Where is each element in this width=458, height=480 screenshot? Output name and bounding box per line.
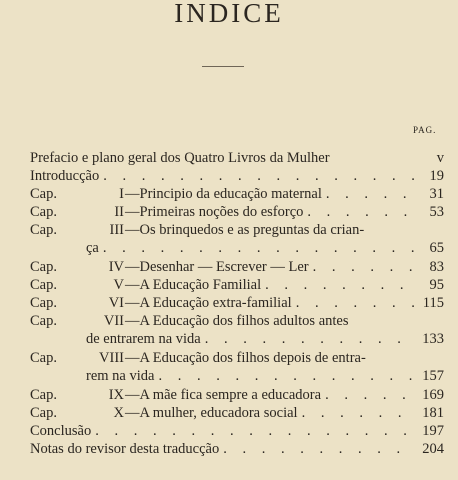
toc-entry: [30, 149, 444, 167]
entry-title: Prefacio e plano geral dos Quatro Livros da Mulher: [30, 150, 330, 166]
entry-title: Notas do revisor desta traducção: [30, 441, 220, 457]
entry-page: 197: [422, 423, 444, 439]
entry-page: 95: [429, 277, 444, 293]
entry-title: A Educação Familial: [139, 277, 262, 293]
toc-entry: [30, 312, 444, 330]
chapter-label: Cap.: [30, 277, 57, 293]
entry-title: Principio da educação maternal: [139, 186, 322, 202]
chapter-numeral: VI: [108, 295, 124, 311]
dot-leader: [261, 276, 414, 294]
chapter-dash: —: [125, 222, 140, 238]
entry-title-continuation: rem na vida: [86, 368, 155, 384]
dot-leader: [321, 386, 414, 404]
chapter-label: Cap.: [30, 186, 57, 202]
toc-entry: [30, 276, 444, 294]
chapter-numeral: III: [109, 222, 124, 238]
dot-leader: [91, 422, 414, 440]
chapter-dash: —: [125, 259, 140, 275]
dot-leader: [99, 239, 414, 257]
entry-title-continuation: de entrarem na vida: [86, 331, 201, 347]
chapter-numeral: IV: [108, 259, 124, 275]
chapter-label: Cap.: [30, 295, 57, 311]
chapter-dash: —: [125, 277, 140, 293]
entry-page: 181: [422, 405, 444, 421]
dot-leader: [298, 404, 414, 422]
toc-entry: [30, 203, 444, 221]
page-column-label: PAG.: [413, 125, 437, 135]
chapter-numeral: II: [114, 204, 124, 220]
toc-entry: [30, 185, 444, 203]
entry-page: 83: [429, 259, 444, 275]
chapter-dash: —: [125, 405, 140, 421]
chapter-dash: —: [125, 387, 140, 403]
chapter-dash: —: [125, 204, 140, 220]
chapter-label: Cap.: [30, 222, 57, 238]
entry-title: Conclusão: [30, 423, 92, 439]
toc-entry: [30, 294, 444, 312]
entry-title: Desenhar — Escrever — Ler: [139, 259, 309, 275]
chapter-label: Cap.: [30, 259, 57, 275]
entry-page: 133: [422, 331, 444, 347]
entry-title: Os brinquedos e as preguntas da crian-: [139, 222, 365, 238]
toc-entry: [30, 167, 444, 185]
entry-page: 204: [422, 441, 444, 457]
chapter-dash: —: [125, 313, 140, 329]
chapter-label: Cap.: [30, 405, 57, 421]
chapter-numeral: IX: [108, 387, 124, 403]
entry-page: 31: [429, 186, 444, 202]
entry-title: Primeiras noções do esforço: [139, 204, 304, 220]
entry-title: A Educação dos filhos depois de entra-: [139, 350, 366, 366]
toc-entry-continuation: [30, 330, 444, 349]
toc-entry: [30, 440, 444, 458]
entry-title-continuation: ça: [86, 240, 99, 256]
page-title: INDICE: [174, 0, 284, 28]
entry-page: 65: [429, 240, 444, 256]
chapter-numeral: X: [113, 405, 124, 421]
entry-title: A mulher, educadora social: [139, 405, 298, 421]
entry-page: 157: [422, 368, 444, 384]
title-divider: [202, 66, 244, 67]
entry-page: 53: [429, 204, 444, 220]
dot-leader: [99, 167, 414, 185]
dot-leader: [219, 440, 414, 458]
entry-page: 169: [422, 387, 444, 403]
entry-title: Introducção: [30, 168, 100, 184]
chapter-numeral: I: [119, 186, 124, 202]
chapter-dash: —: [125, 186, 140, 202]
dot-leader: [154, 367, 414, 385]
chapter-label: Cap.: [30, 387, 57, 403]
toc-entry-continuation: [30, 367, 444, 386]
toc-entry: [30, 221, 444, 239]
toc-entry-continuation: [30, 239, 444, 258]
chapter-label: Cap.: [30, 313, 57, 329]
dot-leader: [201, 330, 414, 348]
chapter-numeral: VIII: [99, 350, 124, 366]
dot-leader: [303, 203, 414, 221]
dot-leader: [309, 258, 414, 276]
chapter-label: Cap.: [30, 350, 57, 366]
chapter-numeral: V: [113, 277, 124, 293]
entry-title: A Educação extra-familial: [139, 295, 292, 311]
chapter-dash: —: [125, 295, 140, 311]
entry-title: A mãe fica sempre a educadora: [139, 387, 322, 403]
entry-page: 19: [429, 168, 444, 184]
entry-page: v: [436, 150, 444, 166]
entry-page: 115: [422, 295, 444, 311]
chapter-numeral: VII: [103, 313, 124, 329]
table-of-contents: [30, 149, 444, 458]
toc-entry: [30, 386, 444, 404]
toc-entry: [30, 349, 444, 367]
toc-entry: [30, 258, 444, 276]
entry-title: A Educação dos filhos adultos antes: [139, 313, 349, 329]
dot-leader: [292, 294, 414, 312]
chapter-dash: —: [125, 350, 140, 366]
dot-leader: [322, 185, 414, 203]
chapter-label: Cap.: [30, 204, 57, 220]
toc-entry: [30, 422, 444, 440]
toc-entry: [30, 404, 444, 422]
